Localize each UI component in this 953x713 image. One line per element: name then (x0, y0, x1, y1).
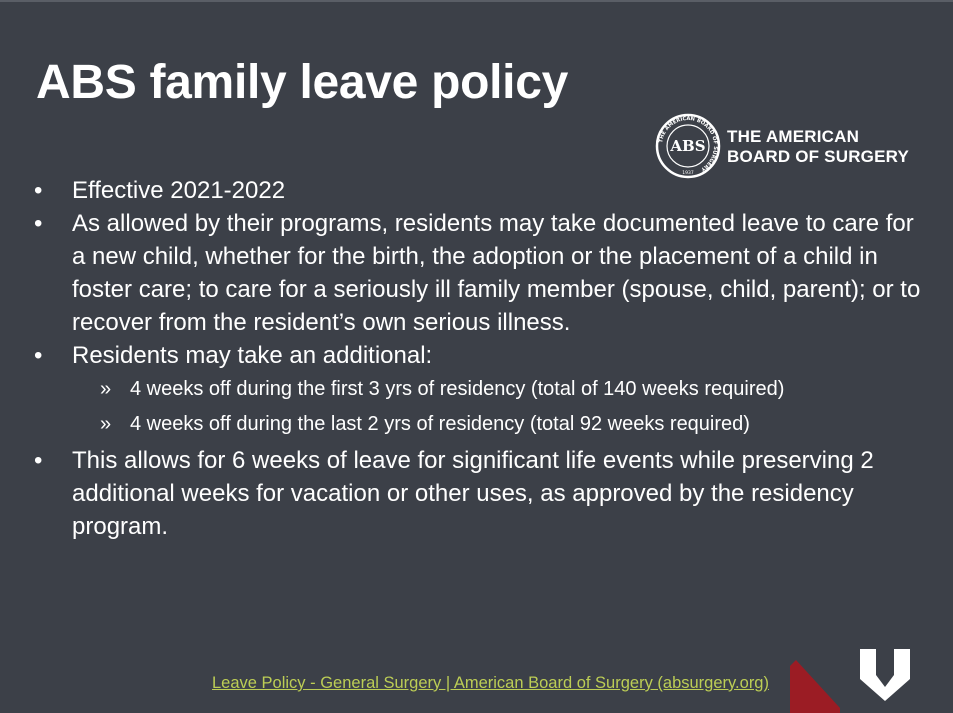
logo-line-1: THE AMERICAN (727, 127, 860, 146)
red-accent-shape (790, 660, 840, 713)
slide-title: ABS family leave policy (36, 56, 568, 109)
logo-wordmark (727, 127, 909, 167)
bullet-item (34, 174, 924, 207)
sub-bullet-text: 4 weeks off during the last 2 yrs of residency (total 92 weeks required) (130, 413, 750, 435)
unmc-logo-icon (856, 645, 914, 703)
sub-bullet-item (34, 409, 924, 440)
seal-ring-text: THE AMERICAN BOARD OF SURGERY (658, 115, 719, 173)
bullet-marker: • (34, 447, 43, 474)
bullet-text: This allows for 6 weeks of leave for significant life events while preserving 2 additional weeks for vacation or other uses, as approved by the residency program. (72, 447, 874, 540)
logo-line-2: BOARD OF SURGERY (727, 147, 910, 166)
bullet-marker: • (34, 342, 43, 369)
abs-logo (655, 113, 935, 183)
sub-bullet-marker: » (100, 378, 112, 400)
seal-year: 1937 (682, 171, 694, 176)
sub-bullet-item (34, 374, 924, 405)
bullet-marker: • (34, 210, 43, 237)
seal-letters: ABS (670, 137, 706, 155)
leave-policy-link[interactable]: Leave Policy - General Surgery | American Board of Surgery (absurgery.org) (212, 674, 769, 692)
bullet-list (34, 174, 924, 543)
bullet-item (34, 444, 924, 543)
bullet-text: Residents may take an additional: (72, 342, 433, 369)
abs-seal-icon (655, 113, 721, 179)
bullet-item (34, 339, 924, 372)
sub-bullet-text: 4 weeks off during the first 3 yrs of residency (total of 140 weeks required) (130, 378, 785, 400)
bullet-marker: • (34, 177, 43, 204)
bullet-item (34, 207, 924, 339)
top-divider (0, 0, 953, 2)
sub-bullet-marker: » (100, 413, 112, 435)
bullet-text: Effective 2021-2022 (72, 177, 286, 204)
bullet-text: As allowed by their programs, residents may take documented leave to care for a new child, whether for the birth, the adoption or the placement of a child in foster care; to care for a seriously ill family member (spouse, child, parent); or to recover from the resident’s own serious illness. (72, 210, 921, 336)
